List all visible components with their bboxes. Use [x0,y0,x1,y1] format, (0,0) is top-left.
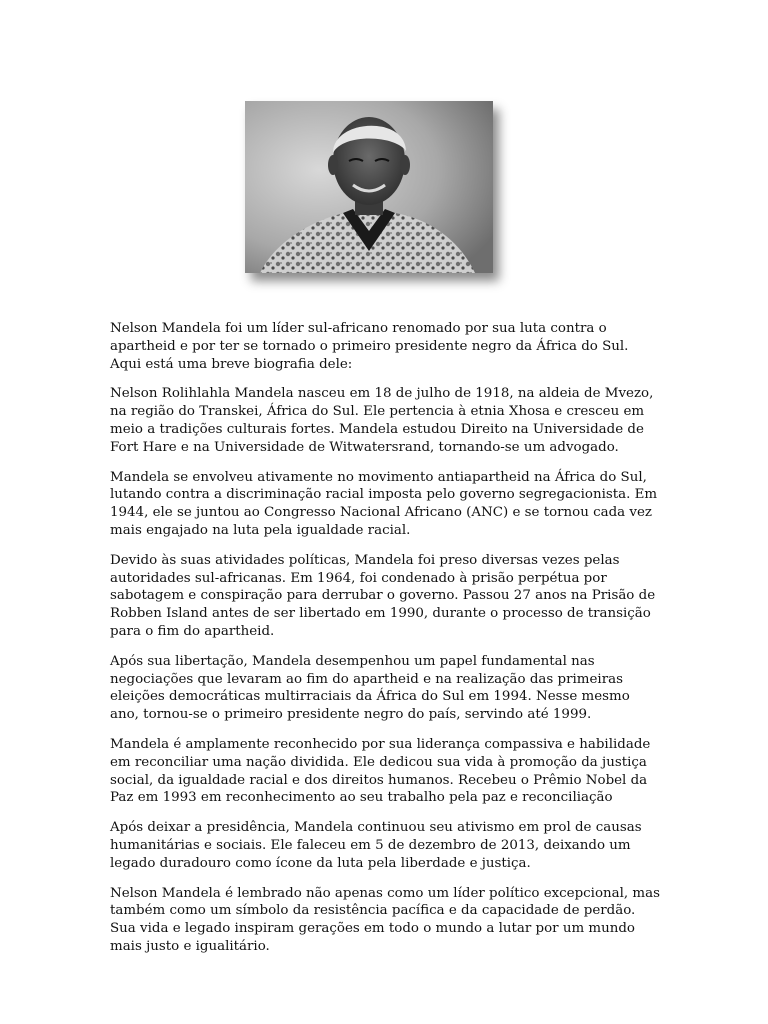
paragraph-intro: Nelson Mandela foi um líder sul-africano renomado por sua luta contra o apartheid e por ter se tornado o primeiro presidente negro da África do Sul. Aqui está uma breve biografia dele: [110,321,629,372]
paragraph-early-life: Nelson Rolihlahla Mandela nasceu em 18 de julho de 1918, na aldeia de Mvezo, na região do Transkei, África do Sul. Ele pertencia à etnia Xhosa e cresceu em meio a tradições culturais fortes. Mandela estudou Direito na Universidade de Fort Hare e na Universidade de Witwatersrand, tornando-se um advogado. [110,386,654,455]
portrait-image [245,101,493,273]
document-body [110,320,660,968]
paragraph-later-life: Após deixar a presidência, Mandela continuou seu ativismo em prol de causas humanitárias e sociais. Ele faleceu em 5 de dezembro de 2013, deixando um legado duradouro como ícone da luta pela liberdade e justiça. [110,820,642,871]
paragraph-presidency: Após sua libertação, Mandela desempenhou um papel fundamental nas negociações que levaram ao fim do apartheid e na realização das primeiras eleições democráticas multirraciais da África do Sul em 1994. Nesse mesmo ano, tornou-se o primeiro presidente negro do país, servindo até 1999. [110,653,630,723]
paragraph-imprisonment: Devido às suas atividades políticas, Mandela foi preso diversas vezes pelas autoridades sul-africanas. Em 1964, foi condenado à prisão perpétua por sabotagem e conspiração para derrubar o governo. Passou 27 anos na Prisão de Robben Island antes de ser libertado em 1990, durante o processo de transição para o fim do apartheid. [110,552,656,639]
portrait-photo [245,101,493,273]
paragraph-legacy: Nelson Mandela é lembrado não apenas como um líder político excepcional, mas também como um símbolo da resistência pacífica e da capacidade de perdão. Sua vida e legado inspiram gerações em todo o mundo a lutar por um mundo mais justo e igualitário. [110,885,660,954]
paragraph-recognition: Mandela é amplamente reconhecido por sua liderança compassiva e habilidade em reconciliar uma nação dividida. Ele dedicou sua vida à promoção da justiça social, da igualdade racial e dos direitos humanos. Recebeu o Prêmio Nobel da Paz em 1993 em reconhecimento ao seu trabalho pela paz e reconciliação [110,736,651,806]
paragraph-activism: Mandela se envolveu ativamente no movimento antiapartheid na África do Sul, lutando contra a discriminação racial imposta pelo governo segregacionista. Em 1944, ele se juntou ao Congresso Nacional Africano (ANC) e se tornou cada vez mais engajado na luta pela igualdade racial. [110,469,658,538]
